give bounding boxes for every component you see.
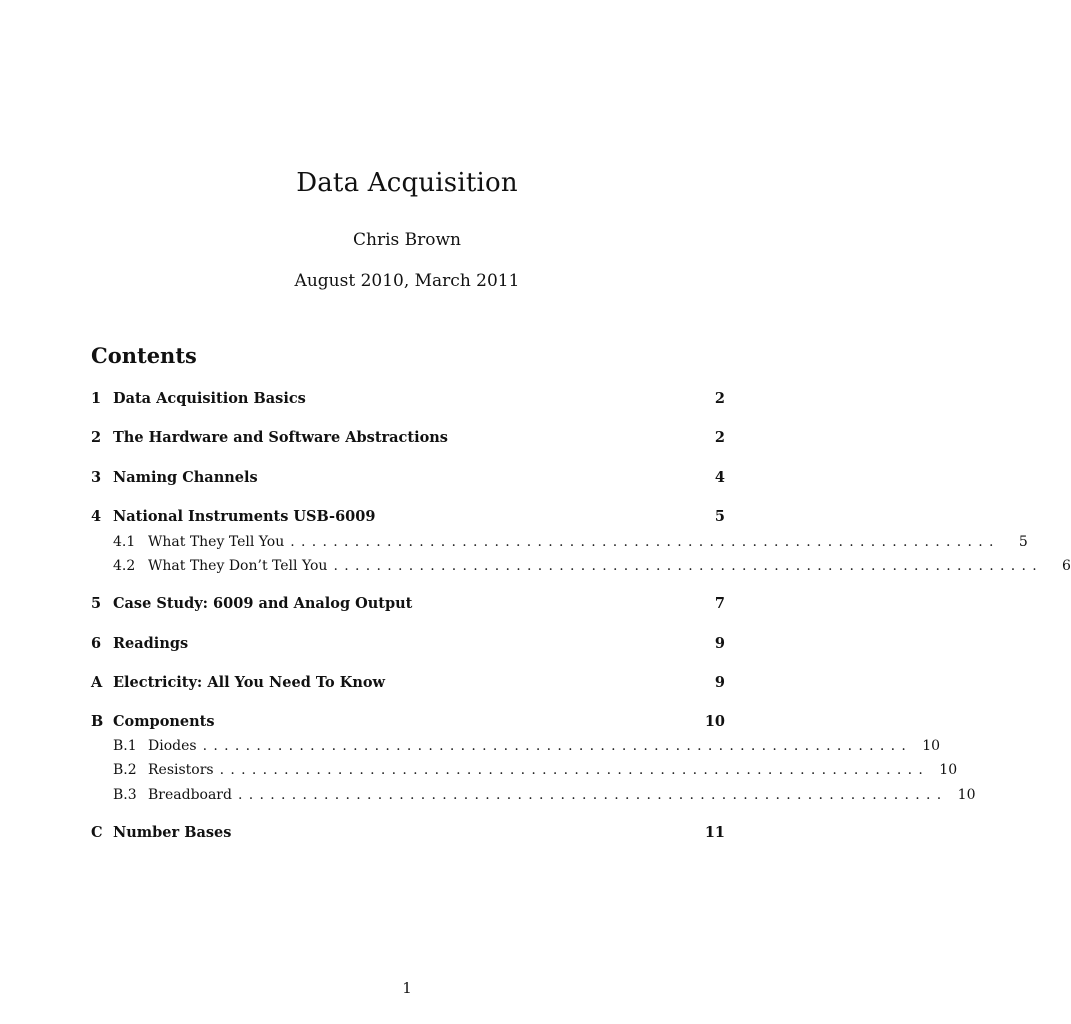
toc-entry-page: 5 — [714, 508, 725, 525]
toc-entry-4-1[interactable] — [113, 531, 1028, 553]
toc-entry-6[interactable] — [91, 633, 725, 655]
toc-entry-label: Data Acquisition Basics — [113, 390, 306, 407]
toc-entry-1[interactable] — [91, 388, 725, 410]
toc-entry-2[interactable] — [91, 427, 725, 449]
toc-entry-page: 10 — [922, 738, 941, 754]
toc-entry-label: Resistors — [148, 762, 214, 778]
toc-entry-b-2[interactable] — [113, 759, 958, 781]
toc-entry-a[interactable] — [91, 672, 725, 694]
toc-entry-label: Breadboard — [148, 787, 232, 803]
toc-entry-number: A — [91, 674, 103, 691]
toc-entry-label: What They Tell You — [148, 534, 285, 550]
toc-dot-leader: .................................................................. — [202, 738, 913, 754]
toc-entry-number: 2 — [91, 429, 102, 446]
toc-entry-page: 5 — [1018, 534, 1028, 550]
toc-entry-b-1[interactable] — [113, 735, 941, 757]
toc-entry-4-2[interactable] — [113, 555, 1071, 577]
toc-entry-b[interactable] — [91, 711, 725, 733]
toc-dot-leader: .................................................................. — [237, 787, 948, 803]
toc-entry-page: 10 — [704, 713, 725, 730]
toc-dot-leader: .................................................................. — [290, 534, 1000, 550]
toc-entry-label: Case Study: 6009 and Analog Output — [113, 595, 413, 612]
toc-entry-number: 3 — [91, 469, 102, 486]
toc-entry-number: 5 — [91, 595, 102, 612]
toc-entry-label: Naming Channels — [113, 469, 258, 486]
toc-entry-number: B.2 — [113, 762, 137, 778]
toc-entry-page: 7 — [714, 595, 725, 612]
toc-entry-number: 6 — [91, 635, 102, 652]
toc-entry-page: 2 — [714, 390, 725, 407]
toc-dot-leader: .................................................................. — [219, 762, 930, 778]
toc-entry-number: B — [91, 713, 104, 730]
toc-entry-number: C — [91, 824, 103, 841]
toc-entry-page: 4 — [714, 469, 725, 486]
toc-entry-number: 4.1 — [113, 534, 136, 550]
toc-entry-number: B.3 — [113, 787, 137, 803]
toc-dot-leader: .................................................................. — [333, 558, 1043, 574]
toc-entry-page: 11 — [704, 824, 725, 841]
toc-entry-page: 10 — [939, 762, 958, 778]
toc-entry-page: 9 — [714, 635, 725, 652]
document-author: Chris Brown — [352, 230, 461, 250]
document-title: Data Acquisition — [296, 168, 518, 198]
toc-entry-4[interactable] — [91, 506, 725, 528]
toc-entry-page: 10 — [957, 787, 976, 803]
toc-entry-page: 6 — [1062, 558, 1071, 574]
toc-entry-5[interactable] — [91, 593, 725, 615]
toc-entry-label: Electricity: All You Need To Know — [113, 674, 386, 691]
toc-entry-number: 4 — [91, 508, 102, 525]
toc-entry-label: Number Bases — [113, 824, 232, 841]
toc-entry-label: Diodes — [148, 738, 197, 754]
toc-entry-page: 2 — [714, 429, 725, 446]
toc-entry-label: Components — [113, 713, 215, 730]
toc-entry-number: 1 — [91, 390, 102, 407]
document-date: August 2010, March 2011 — [294, 271, 520, 291]
toc-entry-3[interactable] — [91, 467, 725, 489]
toc-entry-number: 4.2 — [113, 558, 136, 574]
toc-entry-c[interactable] — [91, 822, 725, 844]
toc-entry-label: The Hardware and Software Abstractions — [113, 429, 448, 446]
toc-entry-label: National Instruments USB-6009 — [113, 508, 376, 525]
toc-entry-b-3[interactable] — [113, 784, 976, 806]
toc-entry-number: B.1 — [113, 738, 137, 754]
page-number: 1 — [402, 979, 412, 997]
toc-entry-page: 9 — [714, 674, 725, 691]
contents-heading: Contents — [91, 343, 197, 368]
toc-entry-label: Readings — [113, 635, 189, 652]
toc-entry-label: What They Don’t Tell You — [148, 558, 328, 574]
